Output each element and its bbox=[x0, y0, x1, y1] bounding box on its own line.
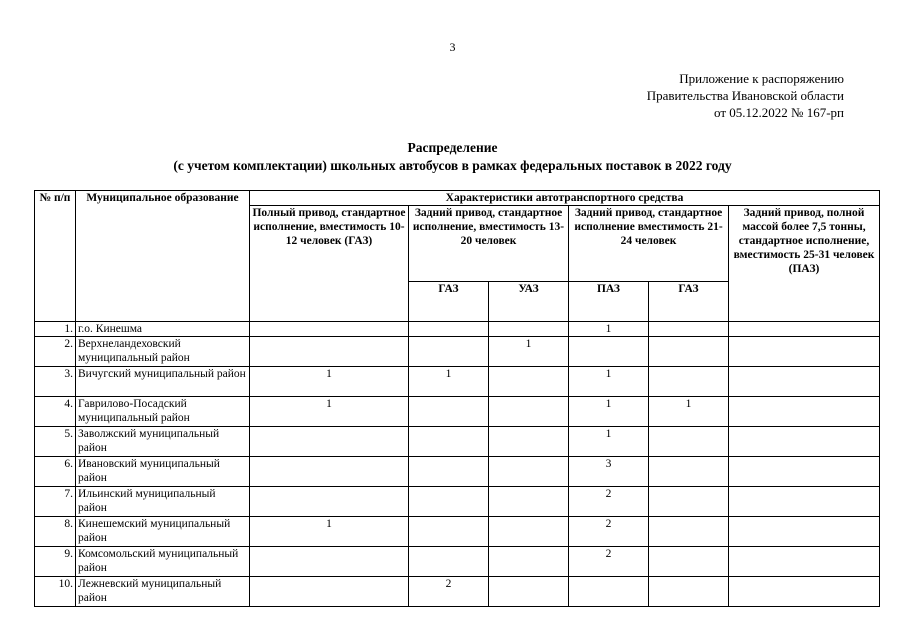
cell-g2-uaz bbox=[489, 367, 569, 397]
row-municipality: Верхнеландеховский муниципальный район bbox=[76, 337, 250, 367]
page-number: 3 bbox=[449, 40, 456, 54]
cell-group-1 bbox=[250, 337, 409, 367]
cell-g2-gaz bbox=[409, 322, 489, 337]
header-characteristics: Характеристики автотранспортного средства bbox=[250, 191, 880, 206]
row-num: 2. bbox=[35, 337, 76, 367]
cell-group-1: 1 bbox=[250, 397, 409, 427]
cell-g2-gaz bbox=[409, 517, 489, 547]
cell-g3-gaz: 1 bbox=[649, 397, 729, 427]
row-municipality: Кинешемский муниципальный район bbox=[76, 517, 250, 547]
cell-g2-uaz bbox=[489, 487, 569, 517]
cell-g2-gaz bbox=[409, 487, 489, 517]
cell-group-4 bbox=[729, 337, 880, 367]
cell-g2-gaz bbox=[409, 547, 489, 577]
cell-g3-gaz bbox=[649, 367, 729, 397]
row-municipality: Гаврилово-Посадский муниципальный район bbox=[76, 397, 250, 427]
cell-g2-uaz bbox=[489, 547, 569, 577]
header-g2-uaz: УАЗ bbox=[489, 282, 569, 322]
appendix-line-2: Правительства Ивановской области bbox=[646, 88, 844, 103]
cell-group-4 bbox=[729, 577, 880, 607]
document-title bbox=[0, 139, 905, 175]
table-row bbox=[35, 322, 880, 337]
appendix-line-3: от 05.12.2022 № 167-рп bbox=[714, 105, 844, 120]
appendix-block bbox=[647, 70, 844, 121]
header-g3-gaz: ГАЗ bbox=[649, 282, 729, 322]
cell-g3-gaz bbox=[649, 517, 729, 547]
table-row bbox=[35, 547, 880, 577]
table-row bbox=[35, 517, 880, 547]
row-municipality: Ивановский муниципальный район bbox=[76, 457, 250, 487]
row-num: 4. bbox=[35, 397, 76, 427]
title-line-1: Распределение bbox=[407, 140, 498, 155]
cell-g2-gaz bbox=[409, 337, 489, 367]
cell-g3-paz: 2 bbox=[569, 517, 649, 547]
row-num: 8. bbox=[35, 517, 76, 547]
row-num: 6. bbox=[35, 457, 76, 487]
row-municipality: Лежневский муниципальный район bbox=[76, 577, 250, 607]
table-row bbox=[35, 427, 880, 457]
row-num: 7. bbox=[35, 487, 76, 517]
cell-g3-paz: 3 bbox=[569, 457, 649, 487]
cell-g3-gaz bbox=[649, 547, 729, 577]
header-num: № п/п bbox=[35, 191, 76, 322]
row-num: 5. bbox=[35, 427, 76, 457]
cell-group-1 bbox=[250, 322, 409, 337]
cell-group-1 bbox=[250, 487, 409, 517]
cell-group-1: 1 bbox=[250, 517, 409, 547]
cell-g3-gaz bbox=[649, 577, 729, 607]
table-row bbox=[35, 577, 880, 607]
header-g2-gaz: ГАЗ bbox=[409, 282, 489, 322]
cell-g2-uaz bbox=[489, 397, 569, 427]
cell-group-4 bbox=[729, 517, 880, 547]
cell-group-4 bbox=[729, 397, 880, 427]
cell-g3-paz bbox=[569, 577, 649, 607]
cell-group-1 bbox=[250, 547, 409, 577]
row-municipality: Комсомольский муниципальный район bbox=[76, 547, 250, 577]
cell-g3-paz bbox=[569, 337, 649, 367]
cell-g3-gaz bbox=[649, 322, 729, 337]
cell-group-1: 1 bbox=[250, 367, 409, 397]
cell-g2-gaz: 2 bbox=[409, 577, 489, 607]
distribution-table bbox=[34, 190, 880, 607]
cell-g3-gaz bbox=[649, 427, 729, 457]
row-num: 9. bbox=[35, 547, 76, 577]
cell-g3-gaz bbox=[649, 457, 729, 487]
header-g3-paz: ПАЗ bbox=[569, 282, 649, 322]
table-row bbox=[35, 337, 880, 367]
cell-g2-uaz bbox=[489, 457, 569, 487]
cell-g2-uaz bbox=[489, 577, 569, 607]
cell-g2-uaz: 1 bbox=[489, 337, 569, 367]
cell-g3-paz: 2 bbox=[569, 487, 649, 517]
cell-g3-paz: 1 bbox=[569, 322, 649, 337]
row-municipality: г.о. Кинешма bbox=[76, 322, 250, 337]
cell-group-4 bbox=[729, 367, 880, 397]
header-group-2: Задний привод, стандартное исполнение, вместимость 13-20 человек bbox=[409, 206, 569, 282]
table-row bbox=[35, 457, 880, 487]
cell-group-4 bbox=[729, 487, 880, 517]
row-num: 1. bbox=[35, 322, 76, 337]
cell-g3-paz: 1 bbox=[569, 397, 649, 427]
cell-g2-gaz bbox=[409, 397, 489, 427]
table-row bbox=[35, 487, 880, 517]
header-municipality: Муниципальное образование bbox=[76, 191, 250, 322]
row-municipality: Вичугский муниципальный район bbox=[76, 367, 250, 397]
cell-group-4 bbox=[729, 322, 880, 337]
cell-g3-gaz bbox=[649, 487, 729, 517]
cell-g2-uaz bbox=[489, 322, 569, 337]
title-line-2: (с учетом комплектации) школьных автобусов в рамках федеральных поставок в 2022 году bbox=[173, 158, 732, 173]
row-num: 10. bbox=[35, 577, 76, 607]
cell-g2-gaz: 1 bbox=[409, 367, 489, 397]
cell-g2-uaz bbox=[489, 517, 569, 547]
cell-group-4 bbox=[729, 547, 880, 577]
row-municipality: Ильинский муниципальный район bbox=[76, 487, 250, 517]
cell-group-1 bbox=[250, 457, 409, 487]
header-group-4: Задний привод, полной массой более 7,5 тонны, стандартное исполнение, вместимость 25-31 человек (ПАЗ) bbox=[729, 206, 880, 322]
cell-g2-gaz bbox=[409, 457, 489, 487]
cell-g3-paz: 1 bbox=[569, 427, 649, 457]
cell-g3-paz: 2 bbox=[569, 547, 649, 577]
cell-g2-gaz bbox=[409, 427, 489, 457]
cell-g2-uaz bbox=[489, 427, 569, 457]
cell-g3-paz: 1 bbox=[569, 367, 649, 397]
cell-group-4 bbox=[729, 427, 880, 457]
row-municipality: Заволжский муниципальный район bbox=[76, 427, 250, 457]
cell-group-1 bbox=[250, 427, 409, 457]
cell-g3-gaz bbox=[649, 337, 729, 367]
header-group-3: Задний привод, стандартное исполнение вместимость 21-24 человек bbox=[569, 206, 729, 282]
row-num: 3. bbox=[35, 367, 76, 397]
table-row bbox=[35, 367, 880, 397]
table-row bbox=[35, 397, 880, 427]
cell-group-4 bbox=[729, 457, 880, 487]
appendix-line-1: Приложение к распоряжению bbox=[679, 71, 844, 86]
cell-group-1 bbox=[250, 577, 409, 607]
header-group-1: Полный привод, стандартное исполнение, вместимость 10-12 человек (ГАЗ) bbox=[250, 206, 409, 322]
